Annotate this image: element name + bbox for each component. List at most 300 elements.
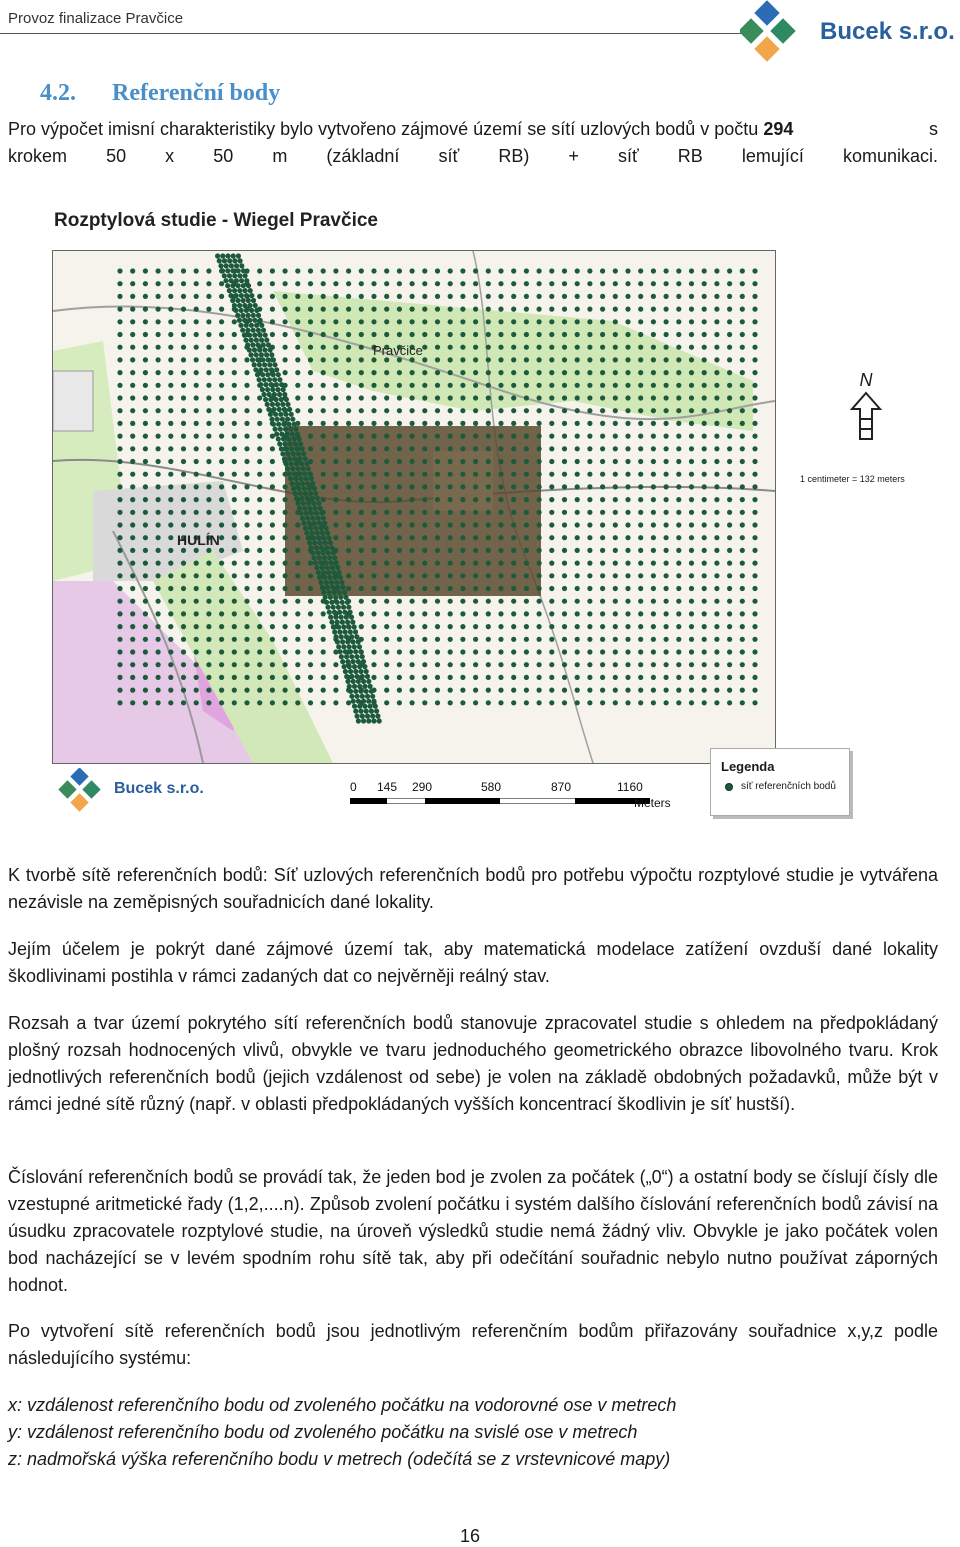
reference-point — [308, 624, 313, 629]
reference-point — [232, 446, 237, 451]
reference-point — [117, 522, 122, 527]
reference-point — [410, 357, 415, 362]
reference-point — [613, 599, 618, 604]
road-reference-point — [339, 615, 344, 620]
road-reference-point — [269, 382, 274, 387]
reference-point — [689, 472, 694, 477]
reference-point — [702, 700, 707, 705]
reference-point — [511, 586, 516, 591]
road-reference-point — [300, 516, 305, 521]
reference-point — [537, 332, 542, 337]
reference-point — [397, 599, 402, 604]
road-reference-point — [292, 471, 297, 476]
reference-point — [511, 611, 516, 616]
reference-point — [625, 637, 630, 642]
reference-point — [206, 497, 211, 502]
road-reference-point — [346, 605, 351, 610]
reference-point — [206, 522, 211, 527]
reference-point — [460, 624, 465, 629]
running-header: Provoz finalizace Pravčice — [8, 10, 184, 27]
road-reference-point — [313, 491, 318, 496]
reference-point — [219, 700, 224, 705]
reference-point — [181, 408, 186, 413]
road-reference-point — [272, 377, 277, 382]
reference-point — [295, 408, 300, 413]
reference-point — [232, 586, 237, 591]
reference-point — [156, 522, 161, 527]
road-reference-point — [272, 362, 277, 367]
reference-point — [740, 624, 745, 629]
reference-point — [587, 446, 592, 451]
reference-point — [714, 408, 719, 413]
reference-point — [295, 611, 300, 616]
reference-point — [359, 586, 364, 591]
reference-point — [448, 307, 453, 312]
reference-point — [613, 611, 618, 616]
reference-point — [587, 510, 592, 515]
reference-point — [270, 688, 275, 693]
reference-point — [448, 370, 453, 375]
road-reference-point — [336, 605, 341, 610]
road-reference-point — [290, 417, 295, 422]
reference-point — [486, 649, 491, 654]
reference-point — [333, 662, 338, 667]
road-reference-point — [315, 530, 320, 535]
reference-point — [575, 268, 580, 273]
road-reference-point — [262, 377, 267, 382]
reference-point — [194, 281, 199, 286]
road-reference-point — [230, 298, 235, 303]
reference-point — [156, 294, 161, 299]
reference-point — [511, 294, 516, 299]
reference-point — [181, 688, 186, 693]
reference-point — [194, 332, 199, 337]
reference-point — [448, 535, 453, 540]
reference-point — [727, 357, 732, 362]
reference-point — [156, 357, 161, 362]
reference-point — [498, 307, 503, 312]
reference-point — [435, 294, 440, 299]
reference-point — [321, 649, 326, 654]
reference-point — [422, 421, 427, 426]
road-reference-point — [240, 313, 245, 318]
reference-point — [537, 446, 542, 451]
reference-point — [587, 459, 592, 464]
road-reference-point — [374, 709, 379, 714]
road-reference-point — [353, 649, 358, 654]
reference-point — [460, 319, 465, 324]
road-reference-point — [329, 580, 334, 585]
reference-point — [498, 611, 503, 616]
road-reference-point — [321, 516, 326, 521]
reference-point — [156, 268, 161, 273]
road-reference-point — [246, 283, 251, 288]
reference-point — [676, 522, 681, 527]
reference-point — [156, 586, 161, 591]
reference-point — [460, 472, 465, 477]
reference-point — [270, 522, 275, 527]
reference-point — [562, 370, 567, 375]
reference-point — [575, 484, 580, 489]
reference-point — [562, 484, 567, 489]
reference-point — [613, 294, 618, 299]
reference-point — [714, 675, 719, 680]
reference-point — [638, 459, 643, 464]
reference-point — [333, 307, 338, 312]
reference-point — [346, 408, 351, 413]
road-reference-point — [333, 575, 338, 580]
reference-point — [562, 459, 567, 464]
reference-point — [740, 535, 745, 540]
reference-point — [727, 561, 732, 566]
road-reference-point — [271, 422, 276, 427]
reference-point — [422, 624, 427, 629]
reference-point — [346, 484, 351, 489]
reference-point — [664, 548, 669, 553]
reference-point — [181, 472, 186, 477]
legend-item-grid — [725, 781, 836, 792]
reference-point — [651, 472, 656, 477]
road-reference-point — [349, 634, 354, 639]
reference-point — [511, 637, 516, 642]
reference-point — [460, 281, 465, 286]
road-reference-point — [361, 699, 366, 704]
road-reference-point — [337, 590, 342, 595]
road-reference-point — [227, 288, 232, 293]
reference-point — [321, 408, 326, 413]
reference-point — [244, 484, 249, 489]
reference-point — [676, 599, 681, 604]
road-reference-point — [348, 649, 353, 654]
reference-point — [575, 434, 580, 439]
reference-point — [448, 459, 453, 464]
road-reference-point — [285, 402, 290, 407]
reference-point — [371, 611, 376, 616]
reference-point — [473, 434, 478, 439]
map-logo-text: Bucek s.r.o. — [114, 780, 204, 797]
reference-point — [384, 586, 389, 591]
reference-point — [511, 662, 516, 667]
road-reference-point — [273, 412, 278, 417]
reference-point — [562, 408, 567, 413]
reference-point — [460, 586, 465, 591]
reference-point — [422, 637, 427, 642]
reference-point — [232, 611, 237, 616]
reference-point — [321, 624, 326, 629]
reference-point — [625, 497, 630, 502]
intro-line-2 — [8, 143, 938, 170]
reference-point — [549, 472, 554, 477]
reference-point — [194, 599, 199, 604]
reference-point — [549, 446, 554, 451]
reference-point — [740, 307, 745, 312]
reference-point — [537, 611, 542, 616]
reference-point — [397, 484, 402, 489]
reference-point — [143, 319, 148, 324]
reference-point — [410, 294, 415, 299]
reference-point — [498, 459, 503, 464]
reference-point — [346, 345, 351, 350]
road-reference-point — [338, 649, 343, 654]
road-reference-point — [239, 308, 244, 313]
reference-point — [397, 446, 402, 451]
road-reference-point — [355, 674, 360, 679]
reference-point — [625, 408, 630, 413]
reference-point — [333, 408, 338, 413]
road-reference-point — [244, 308, 249, 313]
road-reference-point — [331, 605, 336, 610]
reference-point — [664, 522, 669, 527]
reference-point — [498, 522, 503, 527]
reference-point — [410, 446, 415, 451]
reference-point — [422, 345, 427, 350]
reference-point — [270, 599, 275, 604]
reference-point — [257, 611, 262, 616]
reference-point — [371, 281, 376, 286]
reference-point — [397, 637, 402, 642]
road-reference-point — [329, 545, 334, 550]
reference-point — [321, 662, 326, 667]
reference-point — [206, 586, 211, 591]
coordinate-z-definition: z: nadmořská výška referenčního bodu v metrech (odečítá se z vrstevnicové mapy) — [8, 1449, 671, 1469]
reference-point — [524, 586, 529, 591]
road-reference-point — [352, 644, 357, 649]
reference-point — [295, 345, 300, 350]
road-reference-point — [232, 303, 237, 308]
reference-point — [397, 434, 402, 439]
reference-point — [257, 624, 262, 629]
road-reference-point — [255, 357, 260, 362]
reference-point — [206, 649, 211, 654]
road-reference-point — [320, 565, 325, 570]
reference-point — [587, 637, 592, 642]
road-reference-point — [295, 466, 300, 471]
reference-point — [676, 484, 681, 489]
reference-point — [397, 611, 402, 616]
reference-point — [689, 484, 694, 489]
road-reference-point — [332, 590, 337, 595]
reference-point — [117, 649, 122, 654]
road-reference-point — [252, 362, 257, 367]
reference-point — [740, 332, 745, 337]
reference-point — [156, 548, 161, 553]
reference-point — [473, 319, 478, 324]
road-reference-point — [326, 570, 331, 575]
road-reference-point — [364, 689, 369, 694]
road-reference-point — [246, 313, 251, 318]
reference-point — [117, 268, 122, 273]
reference-point — [346, 434, 351, 439]
reference-point — [117, 472, 122, 477]
reference-point — [727, 446, 732, 451]
reference-point — [613, 357, 618, 362]
reference-point — [587, 548, 592, 553]
reference-point — [257, 662, 262, 667]
reference-point — [613, 319, 618, 324]
reference-point — [143, 294, 148, 299]
road-reference-point — [260, 372, 265, 377]
reference-point — [156, 510, 161, 515]
legend-title: Legenda — [721, 759, 775, 774]
reference-point — [676, 395, 681, 400]
road-reference-point — [325, 605, 330, 610]
reference-point — [130, 472, 135, 477]
reference-point — [410, 319, 415, 324]
reference-point — [638, 370, 643, 375]
reference-point — [130, 662, 135, 667]
reference-point — [498, 421, 503, 426]
reference-point — [524, 548, 529, 553]
reference-point — [397, 586, 402, 591]
reference-point — [702, 522, 707, 527]
reference-point — [524, 446, 529, 451]
reference-point — [460, 561, 465, 566]
road-reference-point — [247, 303, 252, 308]
reference-point — [625, 268, 630, 273]
road-reference-point — [339, 654, 344, 659]
reference-point — [168, 624, 173, 629]
road-reference-point — [330, 585, 335, 590]
paragraph-3: Rozsah a tvar území pokrytého sítí referenčních bodů stanovuje zpracovatel studie s ohledem na předpokládaný plošný rozsah hodnocených vlivů, obvykle ve tvaru jednoduchého geometrického obrazce libovolného tvaru. Krok jednotlivých referenčních bodů (jejich vzdálenost od sebe) je volen na základě obdobných požadavků, může být v rámci jedné sítě různý (např. v oblasti předpokládaných vyšších koncentrací škodlivin je síť hustší). — [8, 1013, 938, 1114]
road-reference-point — [307, 471, 312, 476]
reference-point — [257, 573, 262, 578]
reference-point — [752, 408, 757, 413]
road-reference-point — [318, 540, 323, 545]
road-reference-point — [291, 451, 296, 456]
reference-point — [600, 586, 605, 591]
reference-point — [600, 522, 605, 527]
reference-point — [562, 345, 567, 350]
reference-point — [537, 484, 542, 489]
reference-point — [359, 370, 364, 375]
road-reference-point — [272, 392, 277, 397]
reference-point — [244, 637, 249, 642]
road-reference-point — [322, 575, 327, 580]
reference-point — [130, 268, 135, 273]
reference-point — [397, 459, 402, 464]
reference-point — [473, 688, 478, 693]
reference-point — [727, 294, 732, 299]
place-label-hulin: HULÍN — [177, 532, 220, 548]
reference-point — [346, 319, 351, 324]
reference-point — [638, 586, 643, 591]
reference-point — [651, 688, 656, 693]
road-reference-point — [302, 471, 307, 476]
reference-point — [740, 688, 745, 693]
reference-point — [460, 522, 465, 527]
road-reference-point — [279, 382, 284, 387]
intro-line2-word: krokem — [8, 146, 68, 166]
reference-point — [422, 688, 427, 693]
reference-point — [206, 383, 211, 388]
reference-point — [117, 294, 122, 299]
road-reference-point — [276, 422, 281, 427]
reference-point — [651, 281, 656, 286]
reference-point — [460, 395, 465, 400]
reference-point — [321, 421, 326, 426]
road-reference-point — [375, 714, 380, 719]
reference-point — [625, 535, 630, 540]
reference-point — [486, 319, 491, 324]
road-reference-point — [304, 476, 309, 481]
reference-point — [638, 548, 643, 553]
reference-point — [384, 281, 389, 286]
reference-point — [168, 459, 173, 464]
road-reference-point — [307, 486, 312, 491]
road-reference-point — [341, 605, 346, 610]
road-reference-point — [303, 491, 308, 496]
reference-point — [575, 281, 580, 286]
road-reference-point — [326, 590, 331, 595]
reference-point — [308, 599, 313, 604]
reference-point — [181, 395, 186, 400]
reference-point — [752, 268, 757, 273]
reference-point — [714, 637, 719, 642]
reference-point — [740, 281, 745, 286]
reference-point — [689, 611, 694, 616]
reference-point — [664, 370, 669, 375]
reference-point — [524, 700, 529, 705]
reference-point — [664, 307, 669, 312]
reference-point — [219, 662, 224, 667]
reference-point — [511, 535, 516, 540]
road-reference-point — [266, 342, 271, 347]
reference-point — [549, 484, 554, 489]
reference-point — [232, 497, 237, 502]
reference-point — [575, 662, 580, 667]
reference-point — [206, 510, 211, 515]
reference-point — [346, 421, 351, 426]
reference-point — [371, 446, 376, 451]
reference-point — [156, 319, 161, 324]
reference-point — [460, 294, 465, 299]
road-reference-point — [365, 694, 370, 699]
reference-point — [143, 446, 148, 451]
reference-point — [575, 446, 580, 451]
reference-point — [511, 268, 516, 273]
reference-point — [689, 370, 694, 375]
road-reference-point — [316, 501, 321, 506]
road-reference-point — [281, 436, 286, 441]
road-reference-point — [319, 545, 324, 550]
road-reference-point — [293, 441, 298, 446]
reference-point — [371, 510, 376, 515]
reference-point — [613, 637, 618, 642]
reference-point — [295, 662, 300, 667]
scale-tick-label: 290 — [412, 780, 433, 794]
road-reference-point — [222, 258, 227, 263]
reference-point — [689, 395, 694, 400]
road-reference-point — [301, 486, 306, 491]
reference-point — [168, 294, 173, 299]
road-reference-point — [266, 407, 271, 412]
reference-point — [168, 472, 173, 477]
road-reference-point — [312, 486, 317, 491]
reference-point — [727, 611, 732, 616]
reference-point — [752, 383, 757, 388]
reference-point — [219, 434, 224, 439]
reference-point — [727, 395, 732, 400]
reference-point — [714, 459, 719, 464]
reference-point — [702, 611, 707, 616]
road-reference-point — [309, 511, 314, 516]
reference-point — [219, 319, 224, 324]
reference-point — [219, 472, 224, 477]
reference-point — [651, 675, 656, 680]
reference-point — [664, 688, 669, 693]
reference-point — [613, 345, 618, 350]
road-reference-point — [344, 674, 349, 679]
